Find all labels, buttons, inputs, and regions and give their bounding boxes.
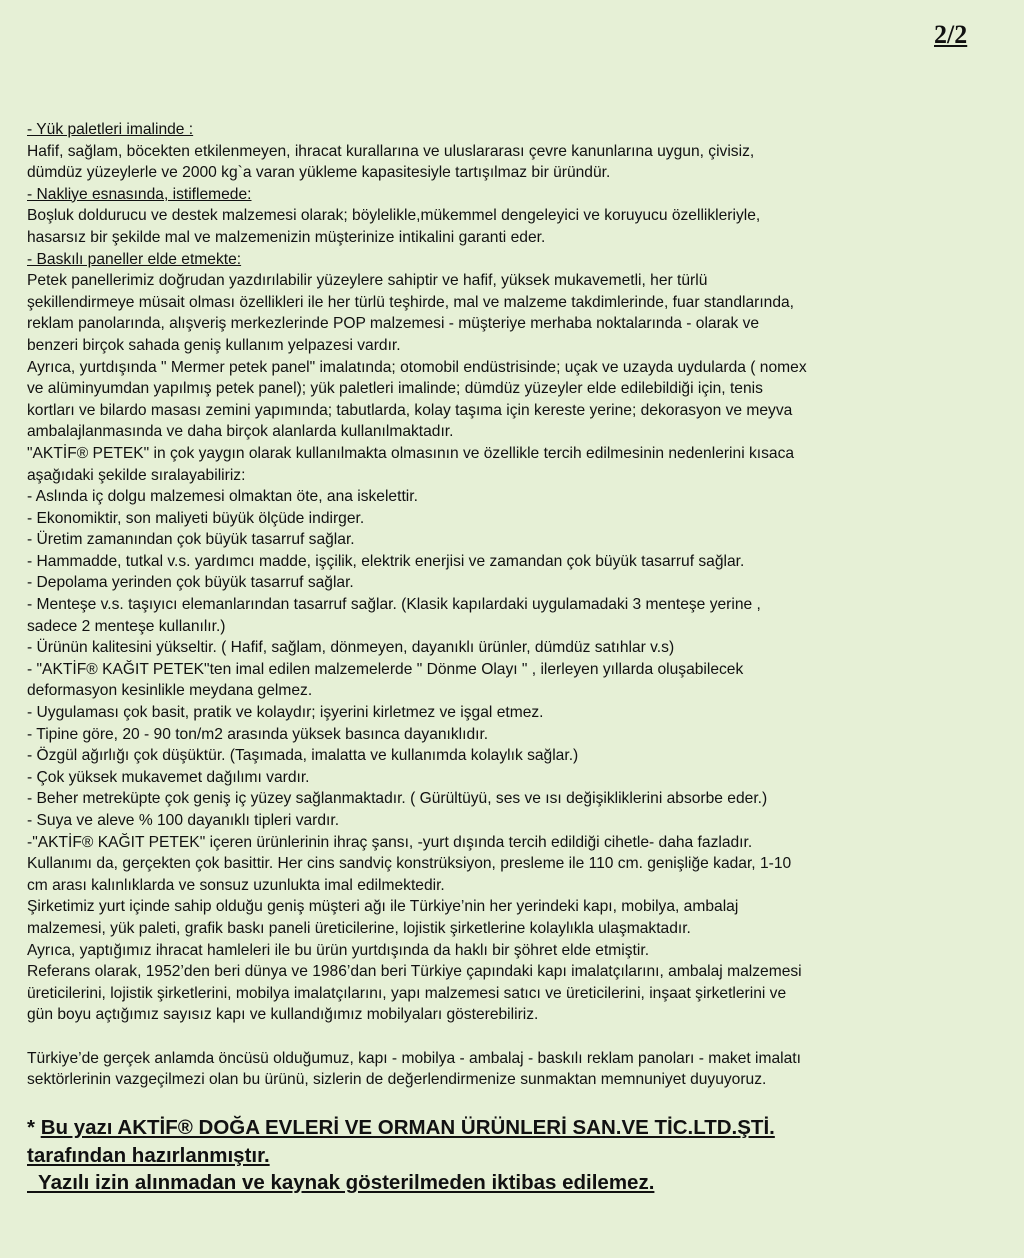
text-line: - Tipine göre, 20 - 90 ton/m2 arasında yüksek basınca dayanıklıdır.: [27, 725, 489, 743]
text-line: - Üretim zamanından çok büyük tasarruf sağlar.: [27, 531, 355, 549]
text-line: Şirketimiz yurt içinde sahip olduğu geniş müşteri ağı ile Türkiye’nin her yerindeki kapı, mobilya, ambalaj: [27, 898, 739, 916]
text-line: - Çok yüksek mukavemet dağılımı vardır.: [27, 768, 310, 786]
footer-line-2: tarafından hazırlanmıştır.: [27, 1143, 270, 1167]
text-line: - Ekonomiktir, son maliyeti büyük ölçüde indirger.: [27, 509, 365, 527]
text-line: Kullanımı da, gerçekten çok basittir. Her cins sandviç konstrüksiyon, presleme ile 110 cm. genişliğe kadar, 1-10: [27, 855, 792, 873]
footer-star: *: [27, 1116, 41, 1139]
text-line: Türkiye’de gerçek anlamda öncüsü olduğumuz, kapı - mobilya - ambalaj - baskılı reklam panoları - maket imalatı: [27, 1049, 801, 1067]
text-line: Ayrıca, yurtdışında " Mermer petek panel" imalatında; otomobil endüstrisinde; uçak ve uzayda uydularda ( nomex: [27, 358, 807, 376]
text-line: Boşluk doldurucu ve destek malzemesi olarak; böylelikle,mükemmel dengeleyici ve koruyucu özellikleriyle,: [27, 207, 761, 225]
text-line: deformasyon kesinlikle meydana gelmez.: [27, 682, 313, 700]
text-line: ambalajlanmasında ve daha birçok alanlarda kullanılmaktadır.: [27, 423, 454, 441]
document-body: [27, 119, 1012, 1091]
text-line: "AKTİF® PETEK" in çok yaygın olarak kullanılmakta olmasının ve özellikle tercih edilmesinin nedenlerini kısaca: [27, 444, 795, 462]
text-line: aşağıdaki şekilde sıralayabiliriz:: [27, 466, 246, 484]
text-line: - Özgül ağırlığı çok düşüktür. (Taşımada, imalatta ve kullanımda kolaylık sağlar.): [27, 747, 579, 765]
blank-line: [27, 1026, 1012, 1048]
text-line: şekillendirmeye müsait olması özellikleri ile her türlü teşhirde, mal ve malzeme takdimlerinde, fuar standlarında,: [27, 293, 795, 311]
text-line: Hafif, sağlam, böcekten etkilenmeyen, ihracat kurallarına ve uluslararası çevre kanunlarına uygun, çivisiz,: [27, 142, 755, 160]
text-line: - Ürünün kalitesini yükseltir. ( Hafif, sağlam, dönmeyen, dayanıklı ürünler, dümdüz satıhlar v.s): [27, 639, 675, 657]
text-line: hasarsız bir şekilde mal ve malzemenizin müşterinize intikalini garanti eder.: [27, 228, 546, 246]
page-number: 2/2: [934, 20, 968, 49]
text-line: kortları ve bilardo masası zemini yapımında; tabutlarda, kolay taşıma için kereste yerine; dekorasyon ve meyva: [27, 401, 793, 419]
section-heading: - Nakliye esnasında, istiflemede:: [27, 185, 252, 203]
text-line: sadece 2 menteşe kullanılır.): [27, 617, 226, 635]
text-line: - Beher metreküpte çok geniş iç yüzey sağlanmaktadır. ( Gürültüyü, ses ve ısı değişikliklerini absorbe eder.): [27, 790, 768, 808]
text-line: - "AKTİF® KAĞIT PETEK"ten imal edilen malzemelerde " Dönme Olayı " , ilerleyen yıllarda oluşabilecek: [27, 660, 744, 678]
text-line: Referans olarak, 1952’den beri dünya ve 1986’dan beri Türkiye çapındaki kapı imalatçılarını, ambalaj malzemesi: [27, 963, 802, 981]
text-line: malzemesi, yük paleti, grafik baskı paneli üreticilerine, lojistik şirketlerine kolaylıkla ulaşmaktadır.: [27, 919, 691, 937]
text-line: - Aslında iç dolgu malzemesi olmaktan öte, ana iskelettir.: [27, 488, 418, 506]
section-heading: - Baskılı paneller elde etmekte:: [27, 250, 242, 268]
text-line: sektörlerinin vazgeçilmezi olan bu ürünü, sizlerin de değerlendirmenize sunmaktan memnuniyet duyuyoruz.: [27, 1071, 767, 1089]
footer-line-3: Yazılı izin alınmadan ve kaynak gösterilmeden iktibas edilemez.: [27, 1171, 655, 1194]
footer-company: Bu yazı AKTİF® DOĞA EVLERİ VE ORMAN ÜRÜNLERİ SAN.VE TİC.LTD.ŞTİ.: [40, 1116, 775, 1139]
text-line: reklam panolarında, alışveriş merkezlerinde POP malzemesi - müşteriye merhaba noktalarında - olarak ve: [27, 315, 760, 333]
footer-notice: [27, 1114, 1012, 1197]
footer-line-1: [27, 1114, 1012, 1142]
text-line: cm arası kalınlıklarda ve sonsuz uzunlukta imal edilmektedir.: [27, 876, 445, 894]
text-line: -"AKTİF® KAĞIT PETEK" içeren ürünlerinin ihraç şansı, -yurt dışında tercih edildiği cihetle- daha fazladır.: [27, 833, 753, 851]
text-line: - Suya ve aleve % 100 dayanıklı tipleri vardır.: [27, 812, 340, 829]
text-line: Ayrıca, yaptığımız ihracat hamleleri ile bu ürün yurtdışında da haklı bir şöhret elde etmiştir.: [27, 941, 650, 959]
text-line: ve alüminyumdan yapılmış petek panel); yük paletleri imalinde; dümdüz yüzeyler elde edilebildiği için, tenis: [27, 380, 763, 398]
text-line: - Uygulaması çok basit, pratik ve kolaydır; işyerini kirletmez ve işgal etmez.: [27, 704, 544, 722]
text-line: benzeri birçok sahada geniş kullanım yelpazesi vardır.: [27, 336, 401, 354]
text-line: - Depolama yerinden çok büyük tasarruf sağlar.: [27, 574, 354, 592]
text-line: gün boyu açtığımız sayısız kapı ve kullandığımız mobilyaları gösterebiliriz.: [27, 1006, 539, 1024]
text-line: dümdüz yüzeylerle ve 2000 kg`a varan yükleme kapasitesiyle tartışılmaz bir üründür.: [27, 164, 611, 182]
section-heading: - Yük paletleri imalinde :: [27, 121, 194, 138]
text-line: - Hammadde, tutkal v.s. yardımcı madde, işçilik, elektrik enerjisi ve zamandan çok büyük tasarruf sağlar.: [27, 552, 745, 570]
text-line: üreticilerini, lojistik şirketlerini, mobilya imalatçılarını, yapı malzemesi satıcı ve üreticilerini, inşaat şirketlerini ve: [27, 984, 787, 1002]
text-line: Petek panellerimiz doğrudan yazdırılabilir yüzeylere sahiptir ve hafif, yüksek mukavemetli, her türlü: [27, 272, 708, 290]
text-line: - Menteşe v.s. taşıyıcı elemanlarından tasarruf sağlar. (Klasik kapılardaki uygulamadaki 3 menteşe yerine ,: [27, 596, 761, 614]
